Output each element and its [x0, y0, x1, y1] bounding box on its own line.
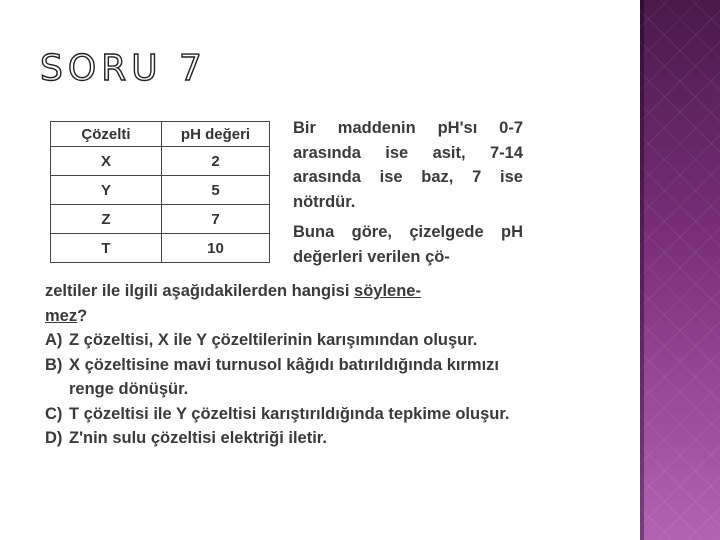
question-intro-block [293, 116, 523, 269]
option-b[interactable] [45, 353, 523, 402]
cozelti-cell: Y [51, 176, 162, 205]
option-a[interactable] [45, 328, 523, 353]
ph-cell: 5 [162, 176, 270, 205]
option-key: A) [45, 331, 63, 349]
slide-title: SORU 7 [40, 48, 207, 89]
question-prompt [45, 279, 523, 328]
ph-cell: 2 [162, 147, 270, 176]
question-image [45, 116, 525, 486]
table-header-row [51, 122, 270, 147]
cozelti-cell: Z [51, 205, 162, 234]
ph-cell: 10 [162, 234, 270, 263]
table-row [51, 205, 270, 234]
prompt-text: zeltiler ile ilgili aşağıdakilerden hangisi [45, 282, 355, 300]
option-key: B) [45, 355, 63, 374]
option-text: T çözeltisi ile Y çözeltisi karıştırıldığında tepkime oluşur. [69, 404, 510, 423]
ph-table [50, 121, 270, 263]
prompt-negation-part1: söylene- [354, 282, 421, 300]
decorative-side-panel [640, 0, 720, 540]
prompt-question-mark: ? [77, 306, 88, 325]
header-ph: pH değeri [162, 122, 270, 147]
option-text: Z'nin sulu çözeltisi elektriği iletir. [69, 429, 327, 447]
question-intro: Bir maddenin pH'sı 0-7 arasında ise asit, 7-14 arasında ise baz, 7 ise nötrdür. [293, 119, 523, 211]
table-row [51, 234, 270, 263]
question-prompt-start: Buna göre, çizelgede pH değerleri verilen çö- [293, 223, 523, 266]
option-key: D) [45, 429, 63, 447]
ph-cell: 7 [162, 205, 270, 234]
option-key: C) [45, 404, 63, 423]
option-c[interactable] [45, 402, 523, 427]
option-text: X çözeltisine mavi turnusol kâğıdı batırıldığında kırmızı renge dönüşür. [69, 355, 500, 398]
option-text: Z çözeltisi, X ile Y çözeltilerinin karışımından oluşur. [69, 331, 478, 349]
table-row [51, 176, 270, 205]
cozelti-cell: T [51, 234, 162, 263]
cozelti-cell: X [51, 147, 162, 176]
header-cozelti: Çözelti [51, 122, 162, 147]
table-row [51, 147, 270, 176]
option-d[interactable] [45, 426, 523, 451]
prompt-negation-part2: mez [45, 306, 78, 325]
question-body [45, 279, 523, 451]
side-panel-edge [640, 0, 644, 540]
